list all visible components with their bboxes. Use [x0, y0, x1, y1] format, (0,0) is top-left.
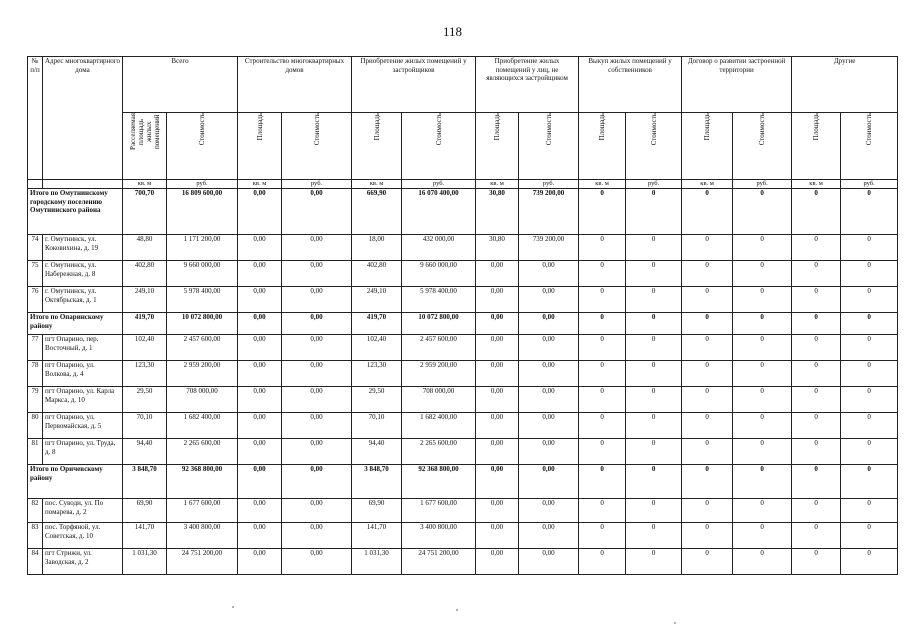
row-address: пгт Опарино, ул. Первомайская, д. 5 — [43, 413, 123, 439]
header-sub-cost: Стоимость — [519, 113, 579, 180]
value-cell: 0 — [733, 465, 792, 499]
value-cell: 2 959 200,00 — [167, 361, 238, 387]
value-cell: 402,80 — [352, 261, 402, 287]
page-number: 118 — [442, 24, 463, 39]
value-cell: 0,00 — [238, 313, 282, 335]
row-index: 78 — [28, 361, 43, 387]
value-cell: 0 — [626, 413, 682, 439]
value-cell: 1 682 400,00 — [167, 413, 238, 439]
value-cell: 2 265 600,00 — [167, 439, 238, 465]
value-cell: 0 — [626, 387, 682, 413]
row-address: г. Омутнинск, ул. Набережная, д. 8 — [43, 261, 123, 287]
units-row — [28, 180, 898, 189]
value-cell: 94,40 — [123, 439, 167, 465]
value-cell: 0 — [792, 335, 841, 361]
value-cell: 0,00 — [519, 361, 579, 387]
value-cell: 0 — [626, 499, 682, 523]
unit-cell: кв. м — [123, 180, 167, 189]
row-index: 84 — [28, 549, 43, 575]
value-cell: 0 — [626, 439, 682, 465]
value-cell: 3 848,70 — [352, 465, 402, 499]
table-row — [28, 235, 898, 261]
value-cell: 0 — [792, 189, 841, 235]
value-cell: 0 — [579, 189, 626, 235]
value-cell: 0 — [626, 287, 682, 313]
value-cell: 0,00 — [238, 335, 282, 361]
value-cell: 0 — [626, 189, 682, 235]
unit-cell: руб. — [841, 180, 898, 189]
header-sub-cost: Стоимость — [282, 113, 352, 180]
value-cell: 141,70 — [352, 523, 402, 549]
header-sub-area: Площадь — [682, 113, 733, 180]
value-cell: 0,00 — [519, 313, 579, 335]
value-cell: 419,70 — [352, 313, 402, 335]
total-row — [28, 189, 898, 235]
header-sub-area: Площадь — [476, 113, 519, 180]
value-cell: 0,00 — [282, 261, 352, 287]
row-address: пгт Опарино, ул. Волкова, д. 4 — [43, 361, 123, 387]
value-cell: 0,00 — [476, 499, 519, 523]
value-cell: 0 — [682, 261, 733, 287]
header-group-purchase-non-developers: Приобретение жилых помещений у лиц, не являющихся застройщиком — [476, 57, 579, 113]
value-cell: 0 — [626, 261, 682, 287]
value-cell: 0 — [733, 287, 792, 313]
value-cell: 0 — [733, 387, 792, 413]
scan-speck — [232, 606, 234, 608]
value-cell: 0 — [841, 499, 898, 523]
value-cell: 0 — [626, 361, 682, 387]
value-cell: 0 — [626, 235, 682, 261]
value-cell: 1 677 600,00 — [167, 499, 238, 523]
value-cell: 0 — [733, 413, 792, 439]
value-cell: 0 — [579, 261, 626, 287]
value-cell: 0 — [682, 235, 733, 261]
unit-cell: руб. — [733, 180, 792, 189]
header-row-groups — [28, 57, 898, 113]
value-cell: 432 000,00 — [402, 235, 476, 261]
value-cell: 70,10 — [352, 413, 402, 439]
value-cell: 69,90 — [352, 499, 402, 523]
value-cell: 0,00 — [476, 361, 519, 387]
value-cell: 0 — [792, 413, 841, 439]
value-cell: 0 — [626, 523, 682, 549]
unit-cell: руб. — [519, 180, 579, 189]
value-cell: 0 — [682, 465, 733, 499]
value-cell: 3 848,70 — [123, 465, 167, 499]
value-cell: 0 — [579, 313, 626, 335]
value-cell: 0 — [733, 313, 792, 335]
table-body — [28, 180, 898, 575]
value-cell: 0,00 — [238, 387, 282, 413]
value-cell: 0,00 — [238, 261, 282, 287]
value-cell: 739 200,00 — [519, 235, 579, 261]
header-group-buyout: Выкуп жилых помещений у собственников — [579, 57, 682, 113]
value-cell: 0 — [626, 465, 682, 499]
value-cell: 0 — [841, 235, 898, 261]
header-sub-cost: Стоимость — [733, 113, 792, 180]
value-cell: 419,70 — [123, 313, 167, 335]
row-index: 80 — [28, 413, 43, 439]
value-cell: 0 — [841, 189, 898, 235]
row-address: пгт Опарино, пер. Восточный, д. 1 — [43, 335, 123, 361]
header-sub-cost: Стоимость — [402, 113, 476, 180]
value-cell: 1 171 200,00 — [167, 235, 238, 261]
value-cell: 2 265 600,00 — [402, 439, 476, 465]
table-row — [28, 439, 898, 465]
value-cell: 0 — [841, 287, 898, 313]
header-group-other: Другие — [792, 57, 898, 113]
unit-cell: руб. — [402, 180, 476, 189]
value-cell: 0,00 — [238, 465, 282, 499]
table-row — [28, 361, 898, 387]
unit-cell: руб. — [626, 180, 682, 189]
value-cell: 0,00 — [238, 189, 282, 235]
value-cell: 18,00 — [352, 235, 402, 261]
value-cell: 0 — [792, 387, 841, 413]
value-cell: 92 368 800,00 — [167, 465, 238, 499]
value-cell: 0 — [841, 335, 898, 361]
value-cell: 0 — [841, 439, 898, 465]
value-cell: 0,00 — [282, 439, 352, 465]
value-cell: 16 809 600,00 — [167, 189, 238, 235]
value-cell: 0,00 — [238, 413, 282, 439]
value-cell: 69,90 — [123, 499, 167, 523]
value-cell: 0 — [841, 465, 898, 499]
value-cell: 1 677 600,00 — [402, 499, 476, 523]
value-cell: 249,10 — [123, 287, 167, 313]
value-cell: 0 — [733, 439, 792, 465]
value-cell: 0 — [841, 523, 898, 549]
value-cell: 249,10 — [352, 287, 402, 313]
value-cell: 0,00 — [282, 313, 352, 335]
value-cell: 0,00 — [282, 413, 352, 439]
value-cell: 0,00 — [519, 549, 579, 575]
value-cell: 0 — [626, 335, 682, 361]
value-cell: 123,30 — [123, 361, 167, 387]
unit-cell: кв. м — [682, 180, 733, 189]
header-group-total: Всего — [123, 57, 238, 113]
row-address: пос. Торфяной, ул. Советская, д. 10 — [43, 523, 123, 549]
value-cell: 9 660 000,00 — [167, 261, 238, 287]
value-cell: 3 400 800,00 — [402, 523, 476, 549]
value-cell: 0,00 — [238, 361, 282, 387]
header-group-development-agreement: Договор о развитии застроенной территории — [682, 57, 792, 113]
value-cell: 0,00 — [519, 261, 579, 287]
value-cell: 0,00 — [282, 235, 352, 261]
value-cell: 0,00 — [519, 413, 579, 439]
header-sub-cost: Стоимость — [841, 113, 898, 180]
value-cell: 16 070 400,00 — [402, 189, 476, 235]
value-cell: 0 — [579, 335, 626, 361]
value-cell: 0 — [626, 313, 682, 335]
value-cell: 0,00 — [476, 261, 519, 287]
value-cell: 0,00 — [476, 313, 519, 335]
total-row — [28, 313, 898, 335]
value-cell: 0 — [841, 261, 898, 287]
value-cell: 739 200,00 — [519, 189, 579, 235]
value-cell: 0 — [682, 287, 733, 313]
value-cell: 0,00 — [519, 287, 579, 313]
value-cell: 0,00 — [519, 387, 579, 413]
value-cell: 102,40 — [123, 335, 167, 361]
value-cell: 0 — [579, 465, 626, 499]
value-cell: 0 — [841, 549, 898, 575]
row-index: 82 — [28, 499, 43, 523]
value-cell: 0,00 — [282, 549, 352, 575]
value-cell: 0,00 — [519, 523, 579, 549]
value-cell: 0,00 — [476, 465, 519, 499]
value-cell: 0 — [733, 335, 792, 361]
value-cell: 0,00 — [476, 439, 519, 465]
value-cell: 0,00 — [238, 499, 282, 523]
scan-speck — [674, 622, 676, 624]
total-label: Итого по Оричевскому району — [28, 465, 123, 499]
value-cell: 0 — [682, 413, 733, 439]
value-cell: 0,00 — [519, 465, 579, 499]
row-index: 77 — [28, 335, 43, 361]
value-cell: 0 — [682, 523, 733, 549]
table-row — [28, 413, 898, 439]
value-cell: 0 — [733, 361, 792, 387]
value-cell: 0,00 — [476, 287, 519, 313]
header-sub-area: Площадь — [352, 113, 402, 180]
value-cell: 0,00 — [476, 523, 519, 549]
value-cell: 0 — [579, 287, 626, 313]
value-cell: 0 — [792, 549, 841, 575]
row-index: 79 — [28, 387, 43, 413]
value-cell: 5 978 400,00 — [167, 287, 238, 313]
header-group-purchase-developers: Приобретение жилых помещений у застройщиков — [352, 57, 476, 113]
value-cell: 3 400 800,00 — [167, 523, 238, 549]
table-row — [28, 523, 898, 549]
value-cell: 0 — [682, 499, 733, 523]
value-cell: 29,50 — [123, 387, 167, 413]
value-cell: 0 — [579, 361, 626, 387]
row-address: г. Омутнинск, ул. Коковихина, д. 19 — [43, 235, 123, 261]
unit-cell: кв. м — [579, 180, 626, 189]
value-cell: 70,10 — [123, 413, 167, 439]
value-cell: 0 — [682, 387, 733, 413]
value-cell: 0 — [792, 523, 841, 549]
table-row — [28, 499, 898, 523]
value-cell: 0,00 — [519, 499, 579, 523]
value-cell: 2 457 600,00 — [402, 335, 476, 361]
row-address: г. Омутнинск, ул. Октябрьская, д. 1 — [43, 287, 123, 313]
header-num: № п/п — [28, 57, 43, 180]
value-cell: 0,00 — [282, 287, 352, 313]
row-address: пгт Стрижи, ул. Заводская, д. 2 — [43, 549, 123, 575]
value-cell: 0,00 — [282, 361, 352, 387]
value-cell: 0 — [792, 313, 841, 335]
value-cell: 0 — [733, 261, 792, 287]
value-cell: 0,00 — [519, 439, 579, 465]
value-cell: 0,00 — [476, 413, 519, 439]
unit-cell: руб. — [167, 180, 238, 189]
value-cell: 0 — [579, 235, 626, 261]
value-cell: 0 — [733, 189, 792, 235]
value-cell: 0 — [841, 361, 898, 387]
table-row — [28, 287, 898, 313]
total-label: Итого по Опаринскому району — [28, 313, 123, 335]
value-cell: 0,00 — [282, 499, 352, 523]
header-sub-area-total: Расселяемая площадь жилых помещений — [123, 113, 167, 180]
header-address: Адрес многоквартирного дома — [43, 57, 123, 180]
table-row — [28, 261, 898, 287]
value-cell: 0 — [841, 313, 898, 335]
table-row — [28, 335, 898, 361]
header-group-construction: Строительство многоквартирных домов — [238, 57, 352, 113]
value-cell: 0,00 — [476, 335, 519, 361]
value-cell: 0 — [841, 387, 898, 413]
header-sub-cost: Стоимость — [167, 113, 238, 180]
value-cell: 0,00 — [519, 335, 579, 361]
row-address: пгт Опарино, ул. Карла Маркса, д. 10 — [43, 387, 123, 413]
value-cell: 0 — [792, 361, 841, 387]
value-cell: 0,00 — [282, 189, 352, 235]
value-cell: 0,00 — [238, 287, 282, 313]
value-cell: 0,00 — [282, 335, 352, 361]
value-cell: 0 — [579, 439, 626, 465]
value-cell: 0 — [682, 189, 733, 235]
row-address: пос. Суводи, ул. По помарева, д. 2 — [43, 499, 123, 523]
value-cell: 30,80 — [476, 189, 519, 235]
unit-cell: кв. м — [352, 180, 402, 189]
value-cell: 0,00 — [282, 387, 352, 413]
total-row — [28, 465, 898, 499]
value-cell: 29,50 — [352, 387, 402, 413]
row-index: 83 — [28, 523, 43, 549]
value-cell: 0,00 — [282, 465, 352, 499]
resettlement-table — [27, 56, 898, 575]
value-cell: 10 072 800,00 — [402, 313, 476, 335]
row-index: 74 — [28, 235, 43, 261]
row-address: пгт Опарино, ул. Труда, д. 8 — [43, 439, 123, 465]
value-cell: 0 — [792, 465, 841, 499]
value-cell: 102,40 — [352, 335, 402, 361]
value-cell: 0,00 — [238, 523, 282, 549]
header-sub-area: Площадь — [238, 113, 282, 180]
value-cell: 0 — [841, 413, 898, 439]
value-cell: 0 — [579, 387, 626, 413]
value-cell: 24 751 200,00 — [167, 549, 238, 575]
value-cell: 0,00 — [238, 549, 282, 575]
value-cell: 0 — [733, 549, 792, 575]
value-cell: 2 457 600,00 — [167, 335, 238, 361]
value-cell: 1 682 400,00 — [402, 413, 476, 439]
total-label: Итого по Омутнинскому городскому поселению Омутнинского района — [28, 189, 123, 235]
header-row-subcolumns — [28, 113, 898, 180]
value-cell: 0 — [682, 335, 733, 361]
value-cell: 0 — [733, 235, 792, 261]
value-cell: 0 — [579, 413, 626, 439]
value-cell: 5 978 400,00 — [402, 287, 476, 313]
header-sub-area: Площадь — [579, 113, 626, 180]
value-cell: 0 — [733, 499, 792, 523]
value-cell: 0 — [682, 439, 733, 465]
value-cell: 9 660 000,00 — [402, 261, 476, 287]
value-cell: 0 — [792, 287, 841, 313]
value-cell: 123,30 — [352, 361, 402, 387]
value-cell: 0,00 — [476, 387, 519, 413]
value-cell: 708 000,00 — [402, 387, 476, 413]
header-sub-cost: Стоимость — [626, 113, 682, 180]
header-sub-area: Площадь — [792, 113, 841, 180]
value-cell: 0 — [682, 549, 733, 575]
value-cell: 141,70 — [123, 523, 167, 549]
row-index: 76 — [28, 287, 43, 313]
value-cell: 0 — [792, 261, 841, 287]
value-cell: 48,80 — [123, 235, 167, 261]
value-cell: 94,40 — [352, 439, 402, 465]
value-cell: 0 — [733, 523, 792, 549]
value-cell: 10 072 800,00 — [167, 313, 238, 335]
value-cell: 0 — [792, 439, 841, 465]
row-index: 81 — [28, 439, 43, 465]
value-cell: 0,00 — [476, 549, 519, 575]
row-index: 75 — [28, 261, 43, 287]
value-cell: 0 — [682, 313, 733, 335]
value-cell: 402,80 — [123, 261, 167, 287]
value-cell: 2 959 200,00 — [402, 361, 476, 387]
value-cell: 24 751 200,00 — [402, 549, 476, 575]
value-cell: 708 000,00 — [167, 387, 238, 413]
table-row — [28, 387, 898, 413]
unit-cell: кв. м — [476, 180, 519, 189]
value-cell: 1 031,30 — [352, 549, 402, 575]
unit-cell: кв. м — [792, 180, 841, 189]
value-cell: 669,90 — [352, 189, 402, 235]
table-row — [28, 549, 898, 575]
value-cell: 0 — [682, 361, 733, 387]
value-cell: 0 — [626, 549, 682, 575]
value-cell: 30,80 — [476, 235, 519, 261]
value-cell: 0 — [792, 499, 841, 523]
scan-speck — [456, 609, 458, 611]
unit-cell: кв. м — [238, 180, 282, 189]
value-cell: 700,70 — [123, 189, 167, 235]
value-cell: 0,00 — [238, 439, 282, 465]
value-cell: 1 031,30 — [123, 549, 167, 575]
value-cell: 0,00 — [238, 235, 282, 261]
value-cell: 0 — [579, 523, 626, 549]
value-cell: 0 — [792, 235, 841, 261]
unit-cell: руб. — [282, 180, 352, 189]
value-cell: 0 — [579, 549, 626, 575]
value-cell: 92 368 800,00 — [402, 465, 476, 499]
value-cell: 0 — [579, 499, 626, 523]
value-cell: 0,00 — [282, 523, 352, 549]
